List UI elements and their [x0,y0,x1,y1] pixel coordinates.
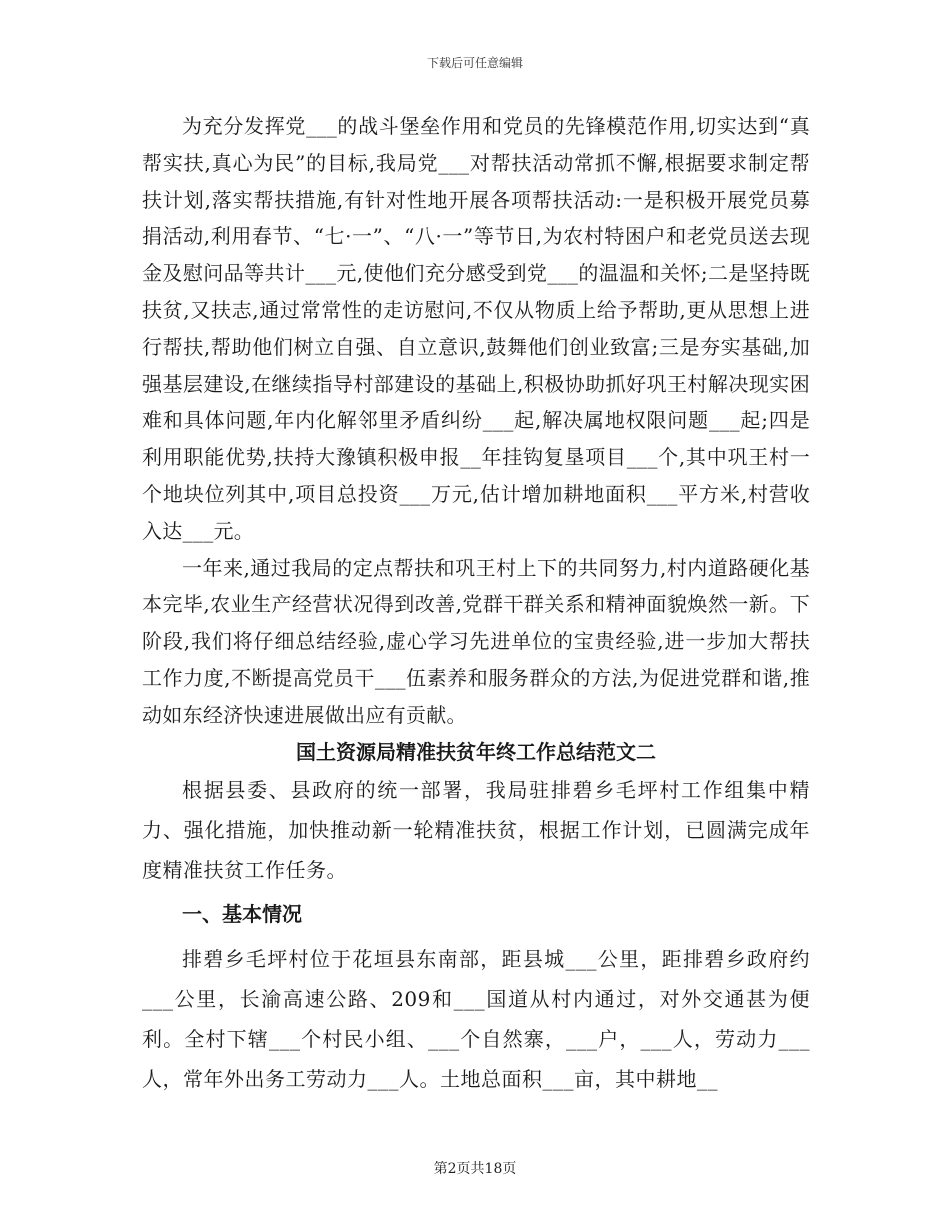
heading-basic-situation: 一、基本情况 [182,902,302,927]
paragraph-1: 为充分发挥党___的战斗堡垒作用和党员的先锋模范作用,切实达到“真帮实扶,真心为民”的目标,我局党___对帮扶活动常抓不懈,根据要求制定帮扶计划,落实帮扶措施,有针对性地开展各项帮扶活动:一是积极开展党员募捐活动,利用春节、“七·一”、“八·一”等节日,为农村特困户和老党员送去现金及慰问品等共计___元,使他们充分感受到党___的温温和关怀;二是坚持既扶贫,又扶志,通过常常性的走访慰问,不仅从物质上给予帮助,更从思想上进行帮扶,帮助他们树立自强、自立意识,鼓舞他们创业致富;三是夯实基础,加强基层建设,在继续指导村部建设的基础上,积极协助抓好巩王村解决现实困难和具体问题,年内化解邻里矛盾纠纷___起,解决属地权限问题___起;四是利用职能优势,扶持大豫镇积极申报__年挂钩复垦项目___个,其中巩王村一个地块位列其中,项目总投资___万元,估计增加耕地面积___平方米,村营收入达___元。 [142,114,810,543]
paragraph-2: 一年来,通过我局的定点帮扶和巩王村上下的共同努力,村内道路硬化基本完毕,农业生产经营状况得到改善,党群干群关系和精神面貌焕然一新。下阶段,我们将仔细总结经验,虚心学习先进单位的宝贵经验,进一步加大帮扶工作力度,不断提高党员干___伍素养和服务群众的方法,为促进党群和谐,推动如东经济快速进展做出应有贡献。 [142,555,810,727]
basic-paragraph: 排碧乡毛坪村位于花垣县东南部，距县城___公里，距排碧乡政府约___公里，长渝高速公路、209和___国道从村内通过，对外交通甚为便利。全村下辖___个村民小组、___个自然寨，___户，___人，劳动力___人，常年外出务工劳动力___人。土地总面积___亩，其中耕地__ [142,947,810,1092]
header-note: 下载后可任意编辑 [426,56,523,70]
document-body [142,108,810,1099]
page-number: 第2页共18页 [433,1161,517,1177]
section-title: 国土资源局精准扶贫年终工作总结范文二 [296,739,656,764]
intro-paragraph: 根据县委、县政府的统一部署，我局驻排碧乡毛坪村工作组集中精力、强化措施，加快推动新一轮精准扶贫，根据工作计划，已圆满完成年度精准扶贫工作任务。 [142,778,810,883]
